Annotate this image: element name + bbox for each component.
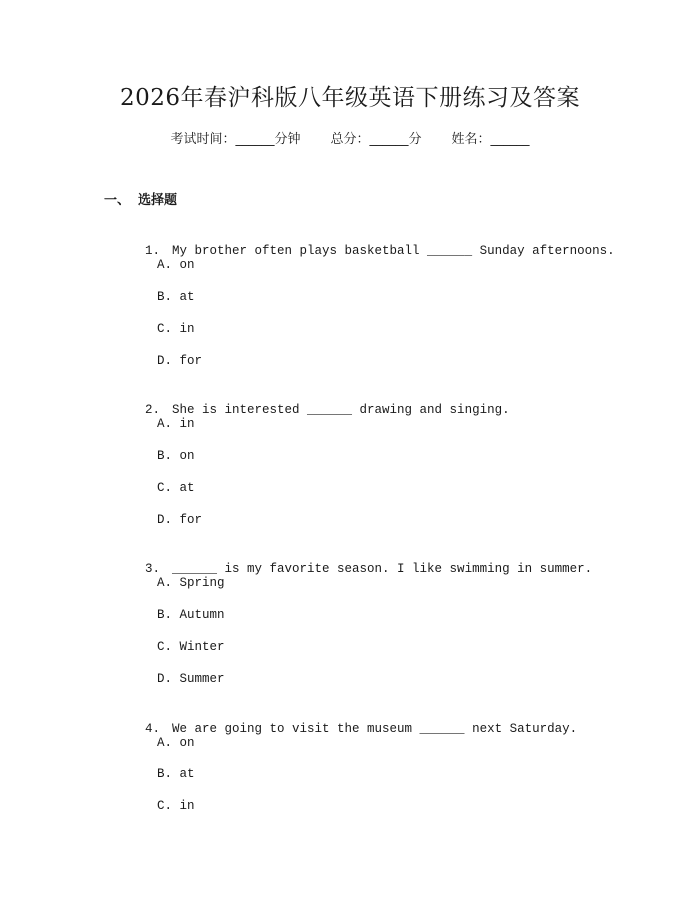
question-1-option-a: A. on (157, 258, 195, 272)
section-title: 选择题 (138, 193, 178, 208)
question-1-option-c: C. in (157, 322, 195, 336)
question-3-option-d: D. Summer (157, 672, 225, 686)
question-2-option-a: A. in (157, 417, 195, 431)
question-number: 2. (145, 403, 161, 417)
document-title: 2026年春沪科版八年级英语下册练习及答案 (119, 85, 581, 111)
section-number: 一、 (104, 193, 131, 208)
question-4-option-c: C. in (157, 799, 195, 813)
question-2-option-c: C. at (157, 481, 195, 495)
question-number: 1. (145, 244, 161, 258)
exam-time-field: 考试时间：______分钟 (170, 132, 301, 147)
exam-info-line (0, 131, 700, 149)
student-name-field: 姓名：______ (451, 132, 530, 147)
question-text: ______ is my favorite season. I like swimming in summer. (172, 562, 593, 576)
question-text: We are going to visit the museum ______ next Saturday. (172, 722, 578, 736)
question-3 (130, 542, 592, 578)
question-4 (130, 702, 577, 738)
question-2 (130, 383, 510, 419)
question-3-option-c: C. Winter (157, 640, 225, 654)
question-4-option-a: A. on (157, 736, 195, 750)
section-heading (104, 192, 177, 210)
total-score-field: 总分：______分 (330, 132, 422, 147)
question-text: My brother often plays basketball ______ Sunday afternoons. (172, 244, 615, 258)
question-number: 4. (145, 722, 161, 736)
question-2-option-d: D. for (157, 513, 203, 527)
question-3-option-b: B. Autumn (157, 608, 225, 622)
question-1-option-d: D. for (157, 354, 203, 368)
question-4-option-b: B. at (157, 767, 195, 781)
question-3-option-a: A. Spring (157, 576, 225, 590)
question-2-option-b: B. on (157, 449, 195, 463)
question-1-option-b: B. at (157, 290, 195, 304)
question-number: 3. (145, 562, 161, 576)
question-1 (130, 224, 615, 260)
question-text: She is interested ______ drawing and singing. (172, 403, 510, 417)
